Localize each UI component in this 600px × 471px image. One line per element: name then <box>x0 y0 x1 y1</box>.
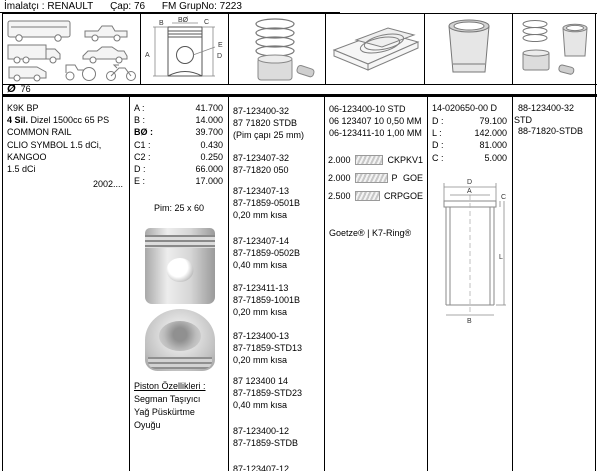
piston-numbers-column <box>228 97 324 471</box>
part-number-line: 87-123400-32 <box>233 106 290 116</box>
bore-row <box>3 84 597 97</box>
part-number-line: 87-123411-13 <box>233 283 289 293</box>
dim-value: 41.700 <box>195 103 223 113</box>
ring-profile-code: CKP <box>387 155 406 165</box>
part-number-line: 87 123400 14 <box>233 376 289 386</box>
dim-label: D : <box>432 116 444 126</box>
liner-dimension-list <box>428 115 512 164</box>
page-header <box>4 1 256 12</box>
ring-brand-code: GOE <box>402 191 423 201</box>
part-number-group <box>229 152 324 176</box>
part-number-line: 0,40 mm kısa <box>233 260 288 271</box>
rings-piston-photo <box>229 14 326 84</box>
part-number-line: 87-71859-1001B <box>233 295 301 306</box>
part-number-group <box>229 463 324 471</box>
dim-row-bo <box>134 126 223 138</box>
part-number-line: 0,20 mm kısa <box>233 355 288 366</box>
diameter-symbol: Ø <box>7 83 16 95</box>
ring-set-numbers <box>325 97 427 140</box>
ring-sets-column <box>324 97 427 471</box>
application-column <box>3 97 129 471</box>
bore-value: 76 <box>20 84 31 94</box>
liner-panel <box>425 14 513 85</box>
part-number-line: 87-71820 050 <box>233 165 289 176</box>
dim-label-c: C <box>204 19 210 26</box>
catalog-sheet <box>2 13 596 471</box>
full-set-number: 88-123400-32 <box>518 103 575 113</box>
dim-label: C2 : <box>134 151 151 162</box>
fm-group-text: FM GrupNo: 7223 <box>161 1 242 12</box>
dim-value: 79.100 <box>479 116 507 126</box>
liner-dim-row <box>432 139 507 151</box>
dim-label: C : <box>432 152 444 163</box>
part-number-line: 87-123407-32 <box>233 153 290 163</box>
full-set-photo <box>513 14 597 84</box>
part-number-group <box>229 375 324 411</box>
piston-crown-photo <box>145 309 215 371</box>
bus-icon <box>8 21 70 41</box>
dim-value: 81.000 <box>479 140 507 151</box>
models-line1: CLIO SYMBOL 1.5 dCi, KANGOO <box>7 139 102 162</box>
part-number-line: 87-123407-14 <box>233 236 290 246</box>
dim-label: L : <box>432 128 442 139</box>
ring-brand-code: KV1 <box>405 155 423 165</box>
ring-profile-code: P <box>391 173 398 183</box>
part-number-line: (Pim çapı 25 mm) <box>233 130 305 141</box>
part-number-line: 0,40 mm kısa <box>233 400 288 411</box>
dim-label: BØ : <box>134 127 153 138</box>
car-icon <box>83 47 127 63</box>
ring-profile-icon <box>355 173 388 183</box>
full-sets-column <box>512 97 597 471</box>
ring-set-number: 06-123411-10 1,00 MM <box>329 128 422 139</box>
part-number-line: 87-71859-STDB <box>233 438 299 449</box>
piston-side-photo <box>145 228 215 304</box>
fuel-system: COMMON RAIL <box>7 127 72 138</box>
piston-features <box>134 380 226 432</box>
ring-profile-icon <box>355 191 380 201</box>
part-number-line: 0,20 mm kısa <box>233 307 288 318</box>
liner-dim-row <box>432 152 507 164</box>
full-set-numbers <box>513 97 597 138</box>
manufacturer-text: İmalatçı : RENAULT <box>4 1 94 12</box>
dim-label-a: A <box>145 52 150 59</box>
dim-label: D : <box>134 164 146 175</box>
full-set-panel <box>513 14 597 85</box>
liner-dim-label-b: B <box>467 318 472 323</box>
dim-row-d <box>134 163 223 175</box>
dim-value: 142.000 <box>474 128 507 139</box>
full-set-size: STD <box>514 114 532 125</box>
part-number-line: 87-123407-13 <box>233 186 290 196</box>
part-number-line: 87-71859-STD13 <box>233 343 303 354</box>
liner-column <box>427 97 512 471</box>
dim-row-c2 <box>134 151 223 163</box>
liner-dim-label-c: C <box>501 194 507 201</box>
piston-dimension-diagram <box>141 14 229 84</box>
feature-line: Oyuğu <box>134 420 161 430</box>
piston-diagram-panel <box>141 14 229 85</box>
dim-value: 66.000 <box>195 164 223 175</box>
liner-technical-drawing <box>432 173 508 323</box>
ring-grooves <box>145 235 215 248</box>
pin-size: Pim: 25 x 60 <box>153 203 205 213</box>
vehicle-applications-panel <box>3 14 141 85</box>
part-number-line: 87-123400-13 <box>233 331 290 341</box>
part-number-group <box>229 185 324 221</box>
pin-bore <box>167 258 194 282</box>
ring-set-panel <box>326 14 425 85</box>
part-number-line: 87-71859-0501B <box>233 198 301 209</box>
dim-label: E : <box>134 176 146 187</box>
part-number-line: 87-123407-12 <box>233 464 290 471</box>
feature-line: Yağ Püskürtme <box>134 407 195 417</box>
piston-rings-panel <box>229 14 326 85</box>
pickup-icon <box>85 26 127 41</box>
dim-row-a <box>134 102 223 114</box>
liner-dim-label-d: D <box>467 179 473 186</box>
ring-set-number: 06-123400-10 STD <box>329 104 406 114</box>
dimension-list <box>130 97 228 187</box>
dim-row-e <box>134 175 223 187</box>
dim-label-d: D <box>217 53 223 60</box>
ring-profile-icon <box>355 155 384 165</box>
ring-set-number: 06 123407 10 0,50 MM <box>329 116 422 127</box>
part-number-group <box>229 425 324 449</box>
truck-icon <box>8 45 60 63</box>
cylinder-liner-photo <box>425 14 513 84</box>
dim-row-b <box>134 114 223 126</box>
part-number-group <box>229 282 324 318</box>
tractor-icon <box>66 65 96 81</box>
part-number-line: 0,20 mm kısa <box>233 210 288 221</box>
motorcycle-icon <box>107 65 136 81</box>
goetze-note: Goetze® | K7-Ring® <box>329 228 412 238</box>
diameter-text: Çap: 76 <box>110 1 146 12</box>
ring-height: 2.000 <box>328 173 351 183</box>
data-table <box>3 97 597 471</box>
part-number-group <box>229 105 324 141</box>
cylinder-count: 4 Sil. <box>7 115 29 126</box>
ring-set-package-photo <box>326 14 425 84</box>
features-title: Piston Özellikleri : <box>134 381 206 391</box>
engine-desc: Dizel 1500cc 65 PS <box>30 115 110 126</box>
liner-dim-row <box>432 127 507 139</box>
crown-rings <box>148 357 212 369</box>
dim-label: C1 : <box>134 139 151 150</box>
dim-label-bo: BØ <box>178 17 189 24</box>
dimensions-column <box>129 97 228 471</box>
ring-spec-row <box>325 155 427 165</box>
part-number-group <box>229 330 324 366</box>
van-icon <box>9 67 46 81</box>
ring-brand-code: GOE <box>402 173 423 183</box>
illustration-row <box>3 13 597 84</box>
dim-value: 0.250 <box>200 151 223 162</box>
ring-height: 2.000 <box>328 155 351 165</box>
engine-code: K9K BP <box>7 103 39 113</box>
liner-dim-row <box>432 115 507 127</box>
model-year: 2002.... <box>92 179 123 190</box>
dim-value: 17.000 <box>195 176 223 187</box>
dim-label: A : <box>134 103 145 113</box>
feature-line: Segman Taşıyıcı <box>134 394 201 404</box>
ring-profile-code: CRP <box>383 191 403 201</box>
dim-label: D : <box>432 140 444 151</box>
ring-spec-row <box>325 173 427 183</box>
part-number-group <box>229 235 324 271</box>
dim-label: B : <box>134 115 146 126</box>
dim-label-e: E <box>218 42 223 49</box>
ring-spec-row <box>325 191 427 201</box>
combustion-bowl <box>159 321 201 351</box>
dim-row-c1 <box>134 139 223 151</box>
full-set-number: 88-71820-STDB <box>518 126 584 137</box>
ring-height: 2.500 <box>328 191 351 201</box>
engine-spec <box>7 114 125 126</box>
models-line2: 1.5 dCi <box>7 164 36 175</box>
liner-part-number: 14-020650-00 D <box>432 103 498 113</box>
liner-dim-label-a: A <box>467 188 472 195</box>
dim-label-b: B <box>159 20 164 27</box>
part-number-line: 87-71859-0502B <box>233 248 301 259</box>
part-number-line: 87-71859-STD23 <box>233 388 303 399</box>
dim-value: 39.700 <box>195 127 223 138</box>
dim-value: 5.000 <box>484 152 507 163</box>
part-number-line: 87 71820 STDB <box>233 118 298 129</box>
part-number-line: 87-123400-12 <box>233 426 290 436</box>
liner-dim-label-l: L <box>499 254 503 261</box>
vehicles-illustration <box>3 14 141 84</box>
dim-value: 14.000 <box>195 115 223 126</box>
dim-value: 0.430 <box>200 139 223 150</box>
